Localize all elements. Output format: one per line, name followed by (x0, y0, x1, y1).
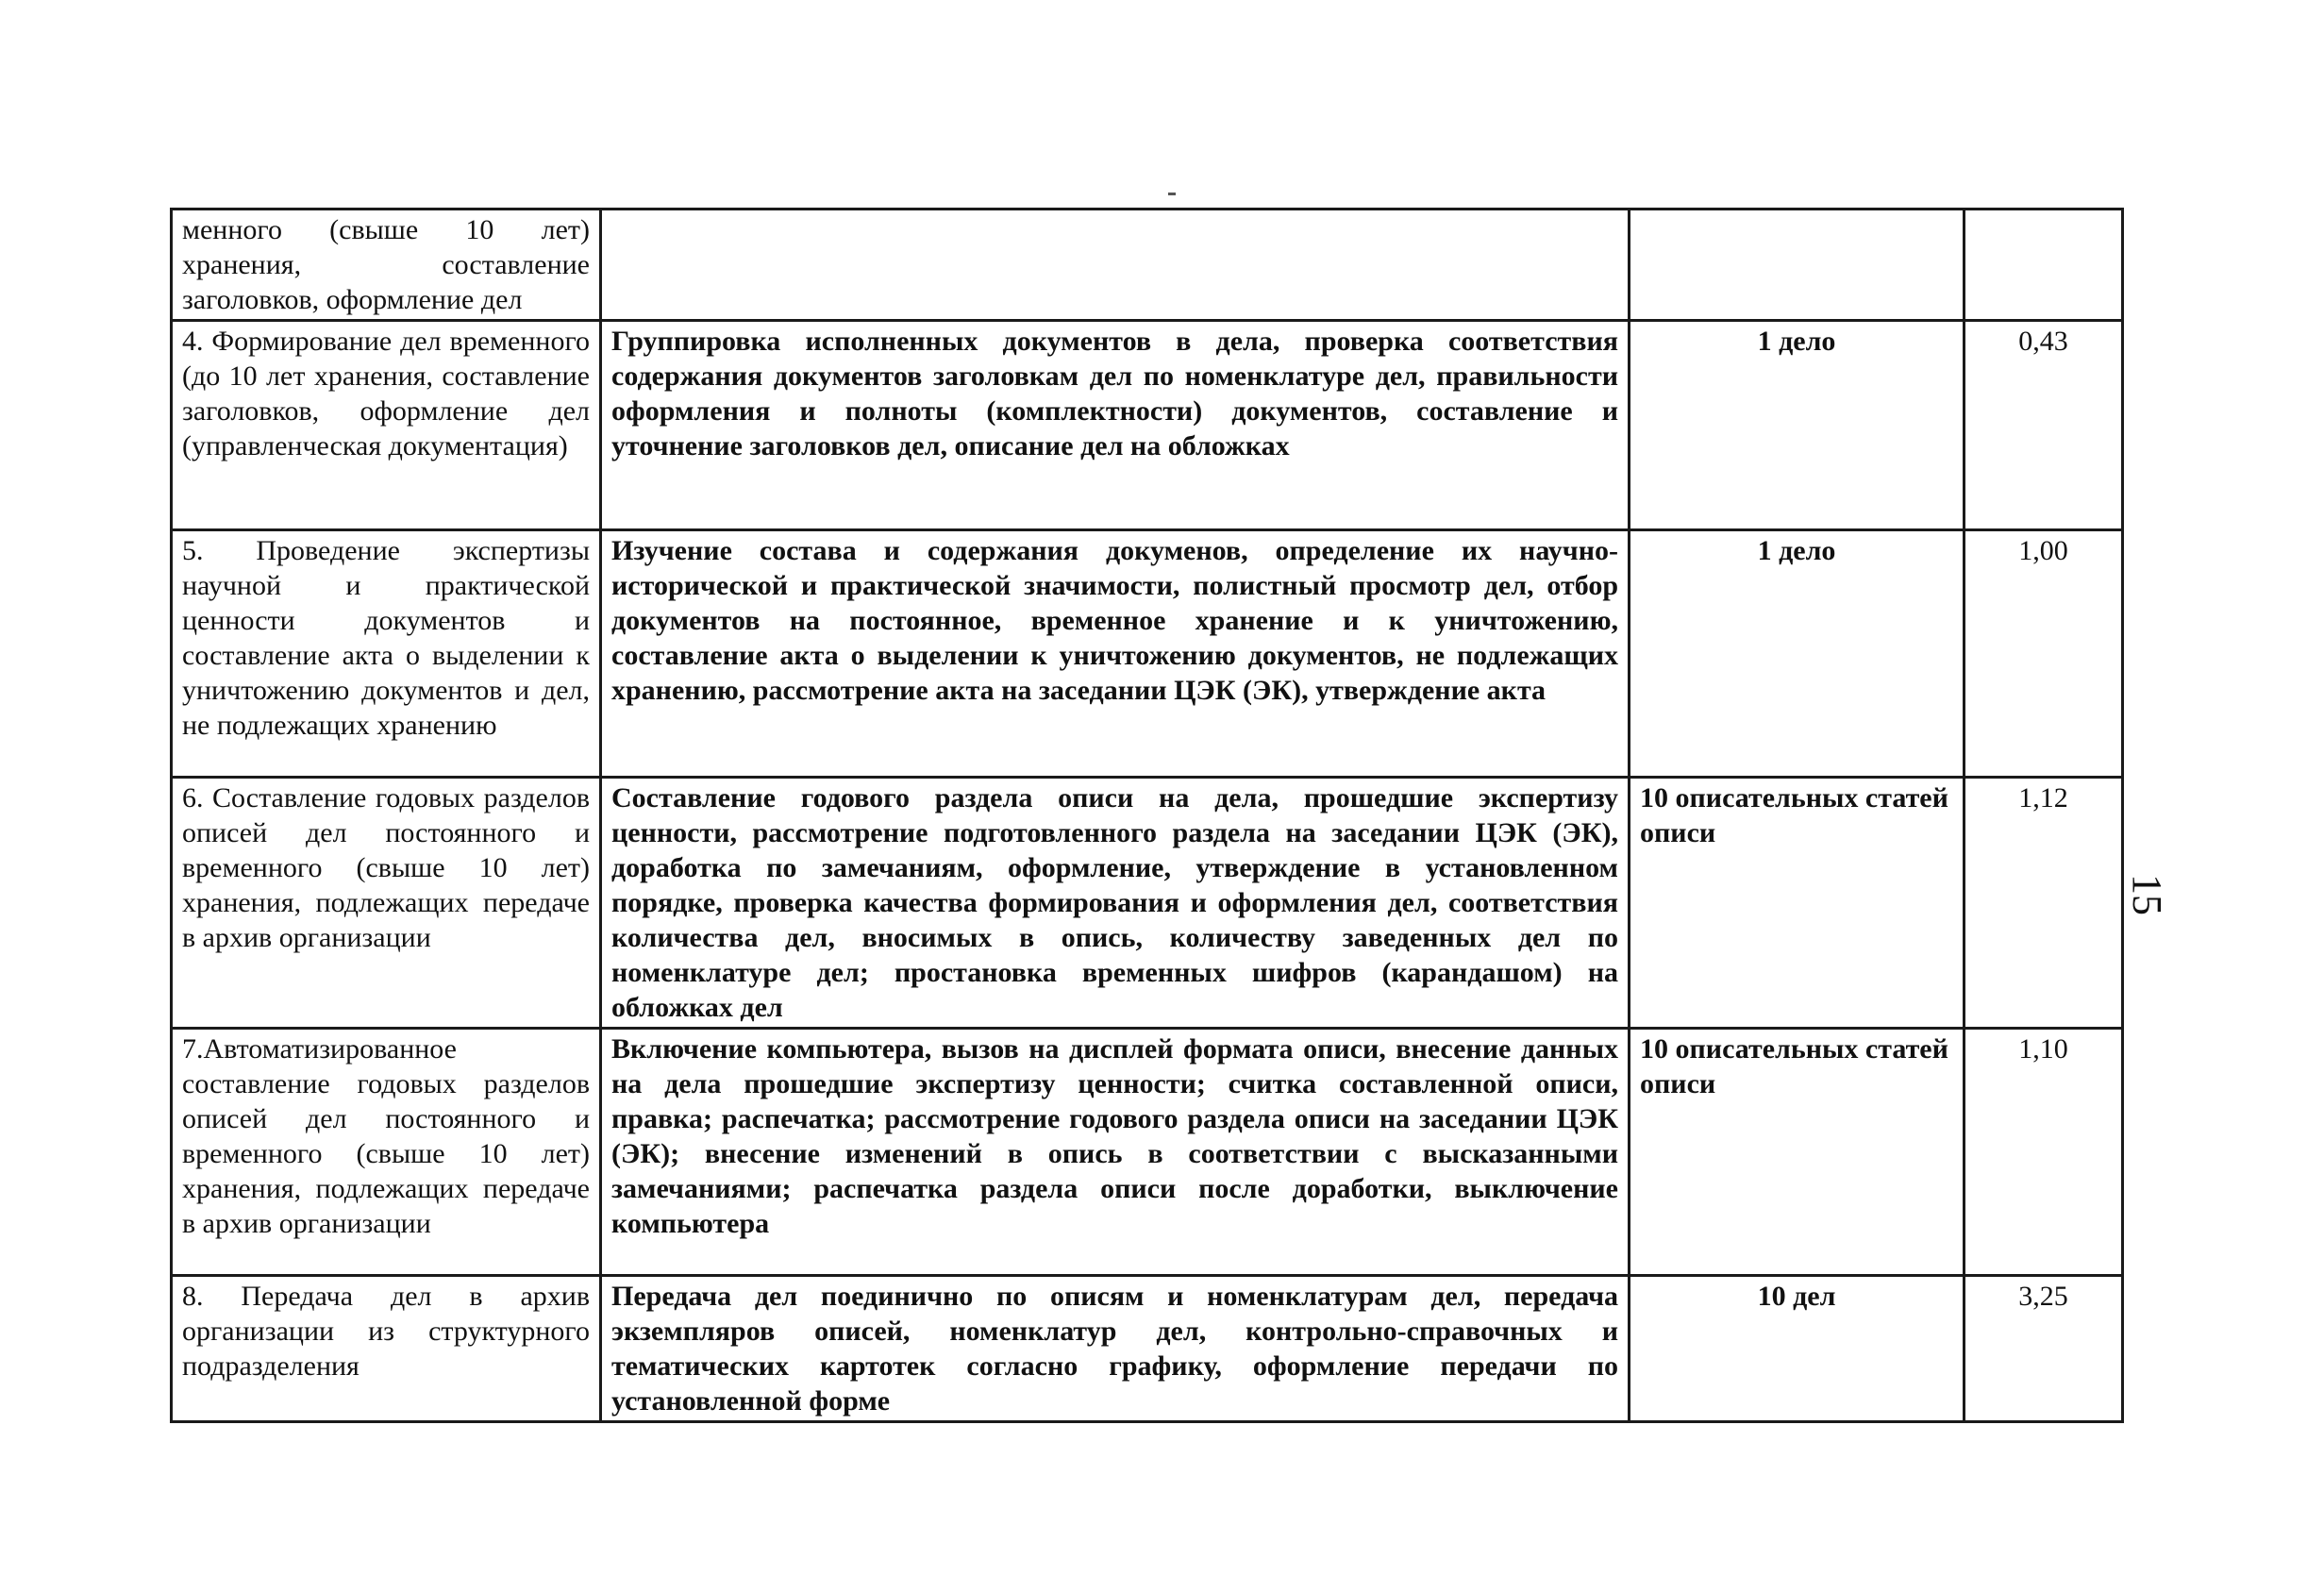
content-cell: Включение компьютера, вызов на дисплей формата описи, внесение данных на дела прошедшие экспертизу ценности; считка составленной описи, правка; распечатка; рассмотрение годового раздела описи на заседании ЦЭК (ЭК); внесение изменений в опись в соответствии с высказанными замечаниями; распечатка раздела описи после доработки, выключение компьютера (601, 1029, 1630, 1276)
unit-cell: 10 описательных статей описи (1630, 778, 1965, 1029)
scan-mark (1168, 193, 1176, 195)
content-cell: Группировка исполненных документов в дела, проверка соответствия содержания документов заголовкам дел по номенклатуре дел, правильности оформления и полноты (комплектности) документов, составление и уточнение заголовков дел, описание дел на обложках (601, 321, 1630, 530)
work-cell: 7.Автоматизированное составление годовых разделов описей дел постоянного и временного (свыше 10 лет) хранения, подлежащих передаче в архив организации (172, 1029, 601, 1276)
norm-cell: 1,10 (1965, 1029, 2123, 1276)
norm-cell (1965, 210, 2123, 321)
unit-cell (1630, 210, 1965, 321)
table-row (172, 1029, 2123, 1276)
table-row (172, 321, 2123, 530)
work-cell: 8. Передача дел в архив организации из структурного подразделения (172, 1276, 601, 1422)
content-cell: Изучение состава и содержания докуменов, определение их научно-исторической и практической значимости, полистный просмотр дел, отбор документов на постоянное, временное хранение и к уничтожению, составление акта о выделении к уничтожению документов, не подлежащих хранению, рассмотрение акта на заседании ЦЭК (ЭК), утверждение акта (601, 530, 1630, 778)
unit-cell: 1 дело (1630, 321, 1965, 530)
table-row (172, 778, 2123, 1029)
work-cell: 5. Проведение экспертизы научной и практической ценности документов и составление акта о выделении к уничтожению документов и дел, не подлежащих хранению (172, 530, 601, 778)
unit-cell: 10 описательных статей описи (1630, 1029, 1965, 1276)
content-cell (601, 210, 1630, 321)
norm-cell: 0,43 (1965, 321, 2123, 530)
table-row (172, 1276, 2123, 1422)
page-number: 15 (2124, 874, 2170, 915)
norm-cell: 3,25 (1965, 1276, 2123, 1422)
work-cell: менного (свыше 10 лет) хранения, составление заголовков, оформление дел (172, 210, 601, 321)
norm-cell: 1,00 (1965, 530, 2123, 778)
table-row (172, 210, 2123, 321)
norms-table (170, 208, 2124, 1423)
table-row (172, 530, 2123, 778)
unit-cell: 1 дело (1630, 530, 1965, 778)
work-cell: 6. Составление годовых разделов описей дел постоянного и временного (свыше 10 лет) хранения, подлежащих передаче в архив организации (172, 778, 601, 1029)
unit-cell: 10 дел (1630, 1276, 1965, 1422)
norm-cell: 1,12 (1965, 778, 2123, 1029)
content-cell: Передача дел поединично по описям и номенклатурам дел, передача экземпляров описей, номенклатур дел, контрольно-справочных и тематических картотек согласно графику, оформление передачи по установленной форме (601, 1276, 1630, 1422)
work-cell: 4. Формирование дел временного (до 10 лет хранения, составление заголовков, оформление дел (управленческая документация) (172, 321, 601, 530)
content-cell: Составление годового раздела описи на дела, прошедшие экспертизу ценности, рассмотрение подготовленного раздела на заседании ЦЭК (ЭК), доработка по замечаниям, оформление, утверждение в установленном порядке, проверка качества формирования и оформления дел, соответствия количества дел, вносимых в опись, количеству заведенных дел по номенклатуре дел; простановка временных шифров (карандашом) на обложках дел (601, 778, 1630, 1029)
